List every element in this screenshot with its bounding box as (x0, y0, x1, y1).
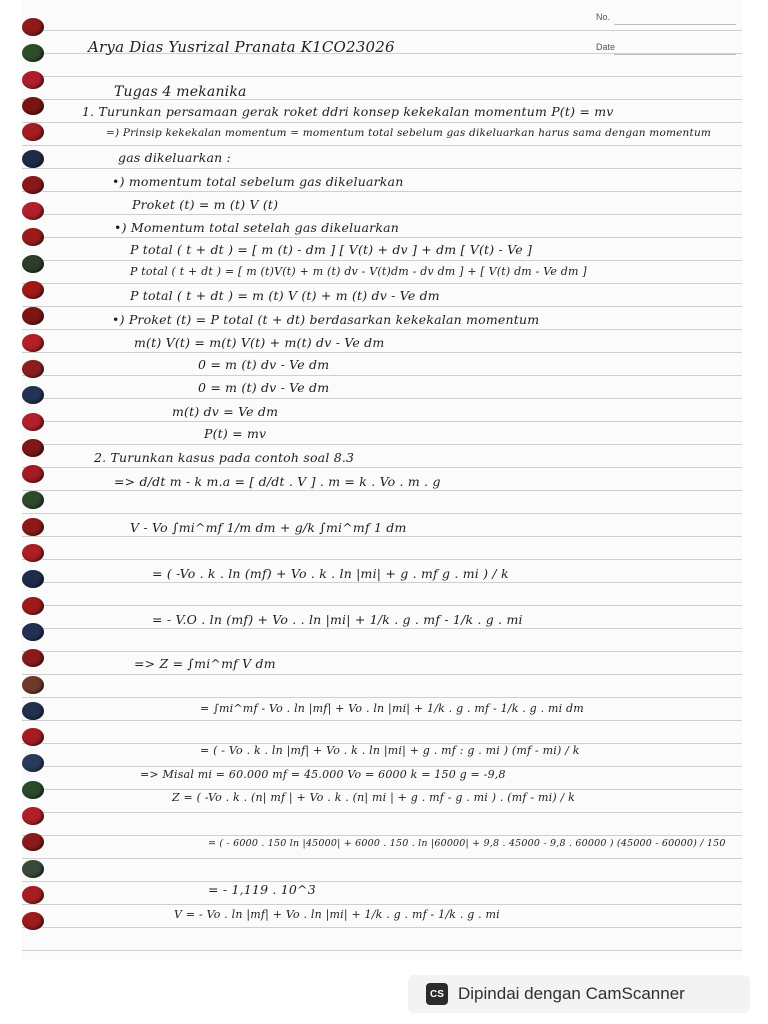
binder-hole (22, 202, 44, 220)
text-line: => Z = ∫mi^mf V dm (134, 656, 276, 671)
text-line: m(t) V(t) = m(t) V(t) + m(t) dv - Ve dm (134, 335, 385, 350)
binder-hole (22, 307, 44, 325)
text-line: => d/dt m - k m.a = [ d/dt . V ] . m = k . Vo . m . g (114, 474, 441, 489)
binder-hole (22, 386, 44, 404)
binder-hole (22, 623, 44, 641)
text-line: •) Momentum total setelah gas dikeluarkan (114, 220, 400, 235)
binder-hole (22, 544, 44, 562)
text-line: 1. Turunkan persamaan gerak roket ddri konsep kekekalan momentum P(t) = mv (82, 104, 614, 119)
text-line: 0 = m (t) dv - Ve dm (198, 380, 330, 395)
binder-hole (22, 491, 44, 509)
binder-hole (22, 97, 44, 115)
text-line: 2. Turunkan kasus pada contoh soal 8.3 (94, 450, 355, 465)
text-line: 0 = m (t) dv - Ve dm (198, 357, 330, 372)
text-line: =) Prinsip kekekalan momentum = momentum total sebelum gas dikeluarkan harus sama dengan momentum (106, 127, 712, 139)
binder-hole (22, 754, 44, 772)
text-line: V - Vo ∫mi^mf 1/m dm + g/k ∫mi^mf 1 dm (130, 520, 407, 535)
binder-hole (22, 71, 44, 89)
text-line: = - V.O . ln (mf) + Vo . . ln |mi| + 1/k . g . mf - 1/k . g . mi (152, 612, 523, 627)
binder-hole (22, 334, 44, 352)
binder-hole (22, 781, 44, 799)
binder-hole (22, 176, 44, 194)
assignment-title: Tugas 4 mekanika (114, 84, 247, 100)
no-label: No. (596, 12, 611, 22)
text-line: m(t) dv = Ve dm (172, 404, 279, 419)
binder-hole (22, 728, 44, 746)
binder-hole (22, 413, 44, 431)
text-line: •) Proket (t) = P total (t + dt) berdasarkan kekekalan momentum (112, 312, 540, 327)
text-line: = ( - Vo . k . ln |mf| + Vo . k . ln |mi| + g . mf : g . mi ) (mf - mi) / k (200, 744, 580, 757)
text-line: = ( - 6000 . 150 ln |45000| + 6000 . 150 . ln |60000| + 9,8 . 45000 - 9,8 . 60000 ) (45000 - 60000) / 150 (208, 838, 726, 849)
text-line: = ∫mi^mf - Vo . ln |mf| + Vo . ln |mi| + 1/k . g . mf - 1/k . g . mi dm (200, 702, 584, 715)
text-line: P(t) = mv (204, 426, 267, 441)
binder-hole (22, 886, 44, 904)
binder-hole (22, 150, 44, 168)
text-line: => Misal mi = 60.000 mf = 45.000 Vo = 6000 k = 150 g = -9,8 (140, 768, 506, 781)
text-line: P total ( t + dt ) = m (t) V (t) + m (t) dv - Ve dm (130, 288, 440, 303)
binder-hole (22, 228, 44, 246)
binder-hole (22, 912, 44, 930)
no-line (614, 24, 736, 25)
text-line: Proket (t) = m (t) V (t) (132, 197, 279, 212)
text-line: = ( -Vo . k . ln (mf) + Vo . k . ln |mi| + g . mf g . mi ) / k (152, 566, 509, 581)
binder-hole (22, 123, 44, 141)
author-line: Arya Dias Yusrizal Pranata K1CO23026 (88, 38, 395, 56)
camscanner-badge (408, 975, 750, 1013)
binder-hole (22, 360, 44, 378)
binder-hole (22, 439, 44, 457)
binder-hole (22, 44, 44, 62)
text-line: •) momentum total sebelum gas dikeluarkan (112, 174, 404, 189)
binder-hole (22, 465, 44, 483)
text-line: P total ( t + dt ) = [ m (t)V(t) + m (t) dv - V(t)dm - dv dm ] + [ V(t) dm - Ve dm ] (130, 265, 587, 278)
binder-hole (22, 597, 44, 615)
camscanner-text: Dipindai dengan CamScanner (458, 984, 685, 1003)
binder-hole (22, 702, 44, 720)
binder-hole (22, 570, 44, 588)
binder-hole (22, 860, 44, 878)
text-line: V = - Vo . ln |mf| + Vo . ln |mi| + 1/k . g . mf - 1/k . g . mi (174, 908, 500, 921)
notebook-paper (22, 0, 742, 960)
binder-hole (22, 833, 44, 851)
binder-hole (22, 649, 44, 667)
binder-hole (22, 255, 44, 273)
date-line (614, 54, 736, 55)
binder-hole (22, 807, 44, 825)
text-line: gas dikeluarkan : (118, 150, 231, 165)
text-line: Z = ( -Vo . k . (n| mf | + Vo . k . (n| mi | + g . mf - g . mi ) . (mf - mi) / k (172, 791, 576, 804)
binder-hole (22, 18, 44, 36)
binder-hole (22, 281, 44, 299)
camscanner-logo-icon: CS (426, 983, 448, 1005)
date-label: Date (596, 42, 616, 52)
binder-hole (22, 518, 44, 536)
text-line: = - 1,119 . 10^3 (208, 882, 316, 897)
text-line: P total ( t + dt ) = [ m (t) - dm ] [ V(t) + dv ] + dm [ V(t) - Ve ] (130, 242, 533, 257)
binder-hole (22, 676, 44, 694)
